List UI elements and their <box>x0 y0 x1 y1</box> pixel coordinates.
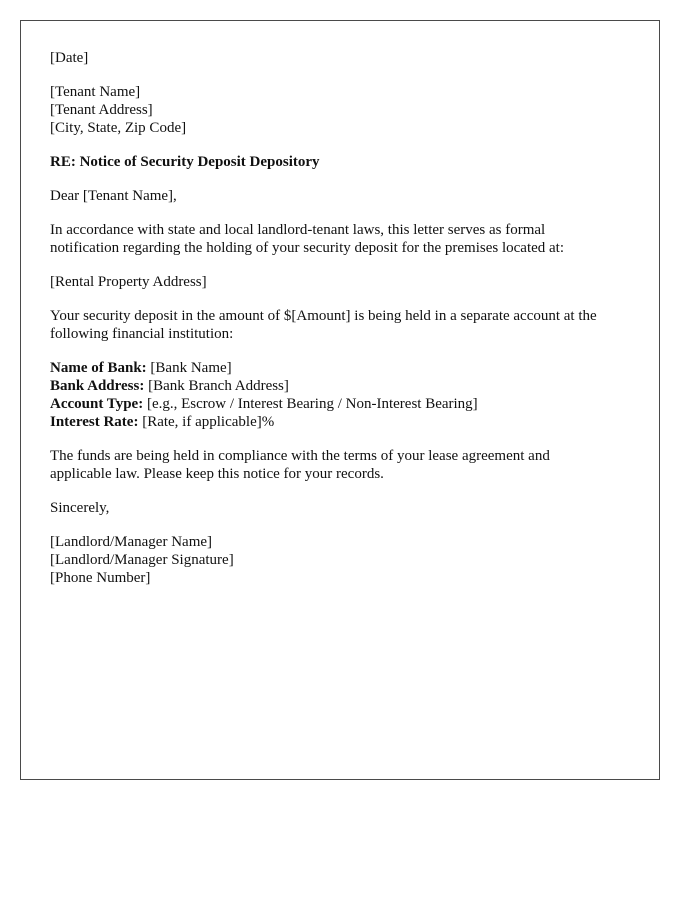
letter-page <box>20 20 660 780</box>
compliance-line-1: The funds are being held in compliance with the terms of your lease agreement and <box>50 448 550 464</box>
recipient-city-state-zip: [City, State, Zip Code] <box>50 120 187 136</box>
property-address-text: [Rental Property Address] <box>50 274 207 290</box>
bank-name-label: Name of Bank: <box>50 360 147 376</box>
account-type-row <box>50 395 650 413</box>
account-type-label: Account Type: <box>50 396 144 412</box>
bank-address-value: [Bank Branch Address] <box>144 378 289 394</box>
recipient-block <box>50 83 650 137</box>
closing-text: Sincerely, <box>50 500 110 516</box>
interest-rate-value: [Rate, if applicable]% <box>138 414 275 430</box>
letter-date <box>50 49 650 67</box>
signer-name: [Landlord/Manager Name] <box>50 534 213 550</box>
subject-text: RE: Notice of Security Deposit Depository <box>50 154 320 170</box>
salutation <box>50 187 650 205</box>
recipient-address: [Tenant Address] <box>50 102 153 118</box>
recipient-name: [Tenant Name] <box>50 84 141 100</box>
bank-address-label: Bank Address: <box>50 378 145 394</box>
compliance-line-2: applicable law. Please keep this notice for your records. <box>50 466 384 482</box>
bank-address-row <box>50 377 650 395</box>
bank-details <box>50 359 650 431</box>
letter-body <box>50 49 650 603</box>
signature-block <box>50 533 650 587</box>
signer-phone: [Phone Number] <box>50 570 151 586</box>
deposit-line-2: following financial institution: <box>50 326 234 342</box>
interest-rate-row <box>50 413 650 431</box>
intro-paragraph <box>50 221 650 257</box>
salutation-text: Dear [Tenant Name], <box>50 188 177 204</box>
bank-name-row <box>50 359 650 377</box>
closing <box>50 499 650 517</box>
account-type-value: [e.g., Escrow / Interest Bearing / Non-Interest Bearing] <box>143 396 478 412</box>
compliance-paragraph <box>50 447 650 483</box>
deposit-paragraph <box>50 307 650 343</box>
signer-signature: [Landlord/Manager Signature] <box>50 552 234 568</box>
deposit-line-1: Your security deposit in the amount of $[Amount] is being held in a separate account at the <box>50 308 597 324</box>
subject-line <box>50 153 650 171</box>
intro-line-1: In accordance with state and local landlord-tenant laws, this letter serves as formal <box>50 222 546 238</box>
property-address <box>50 273 650 291</box>
interest-rate-label: Interest Rate: <box>50 414 139 430</box>
intro-line-2: notification regarding the holding of your security deposit for the premises located at: <box>50 240 565 256</box>
bank-name-value: [Bank Name] <box>146 360 232 376</box>
date-text: [Date] <box>50 50 89 66</box>
